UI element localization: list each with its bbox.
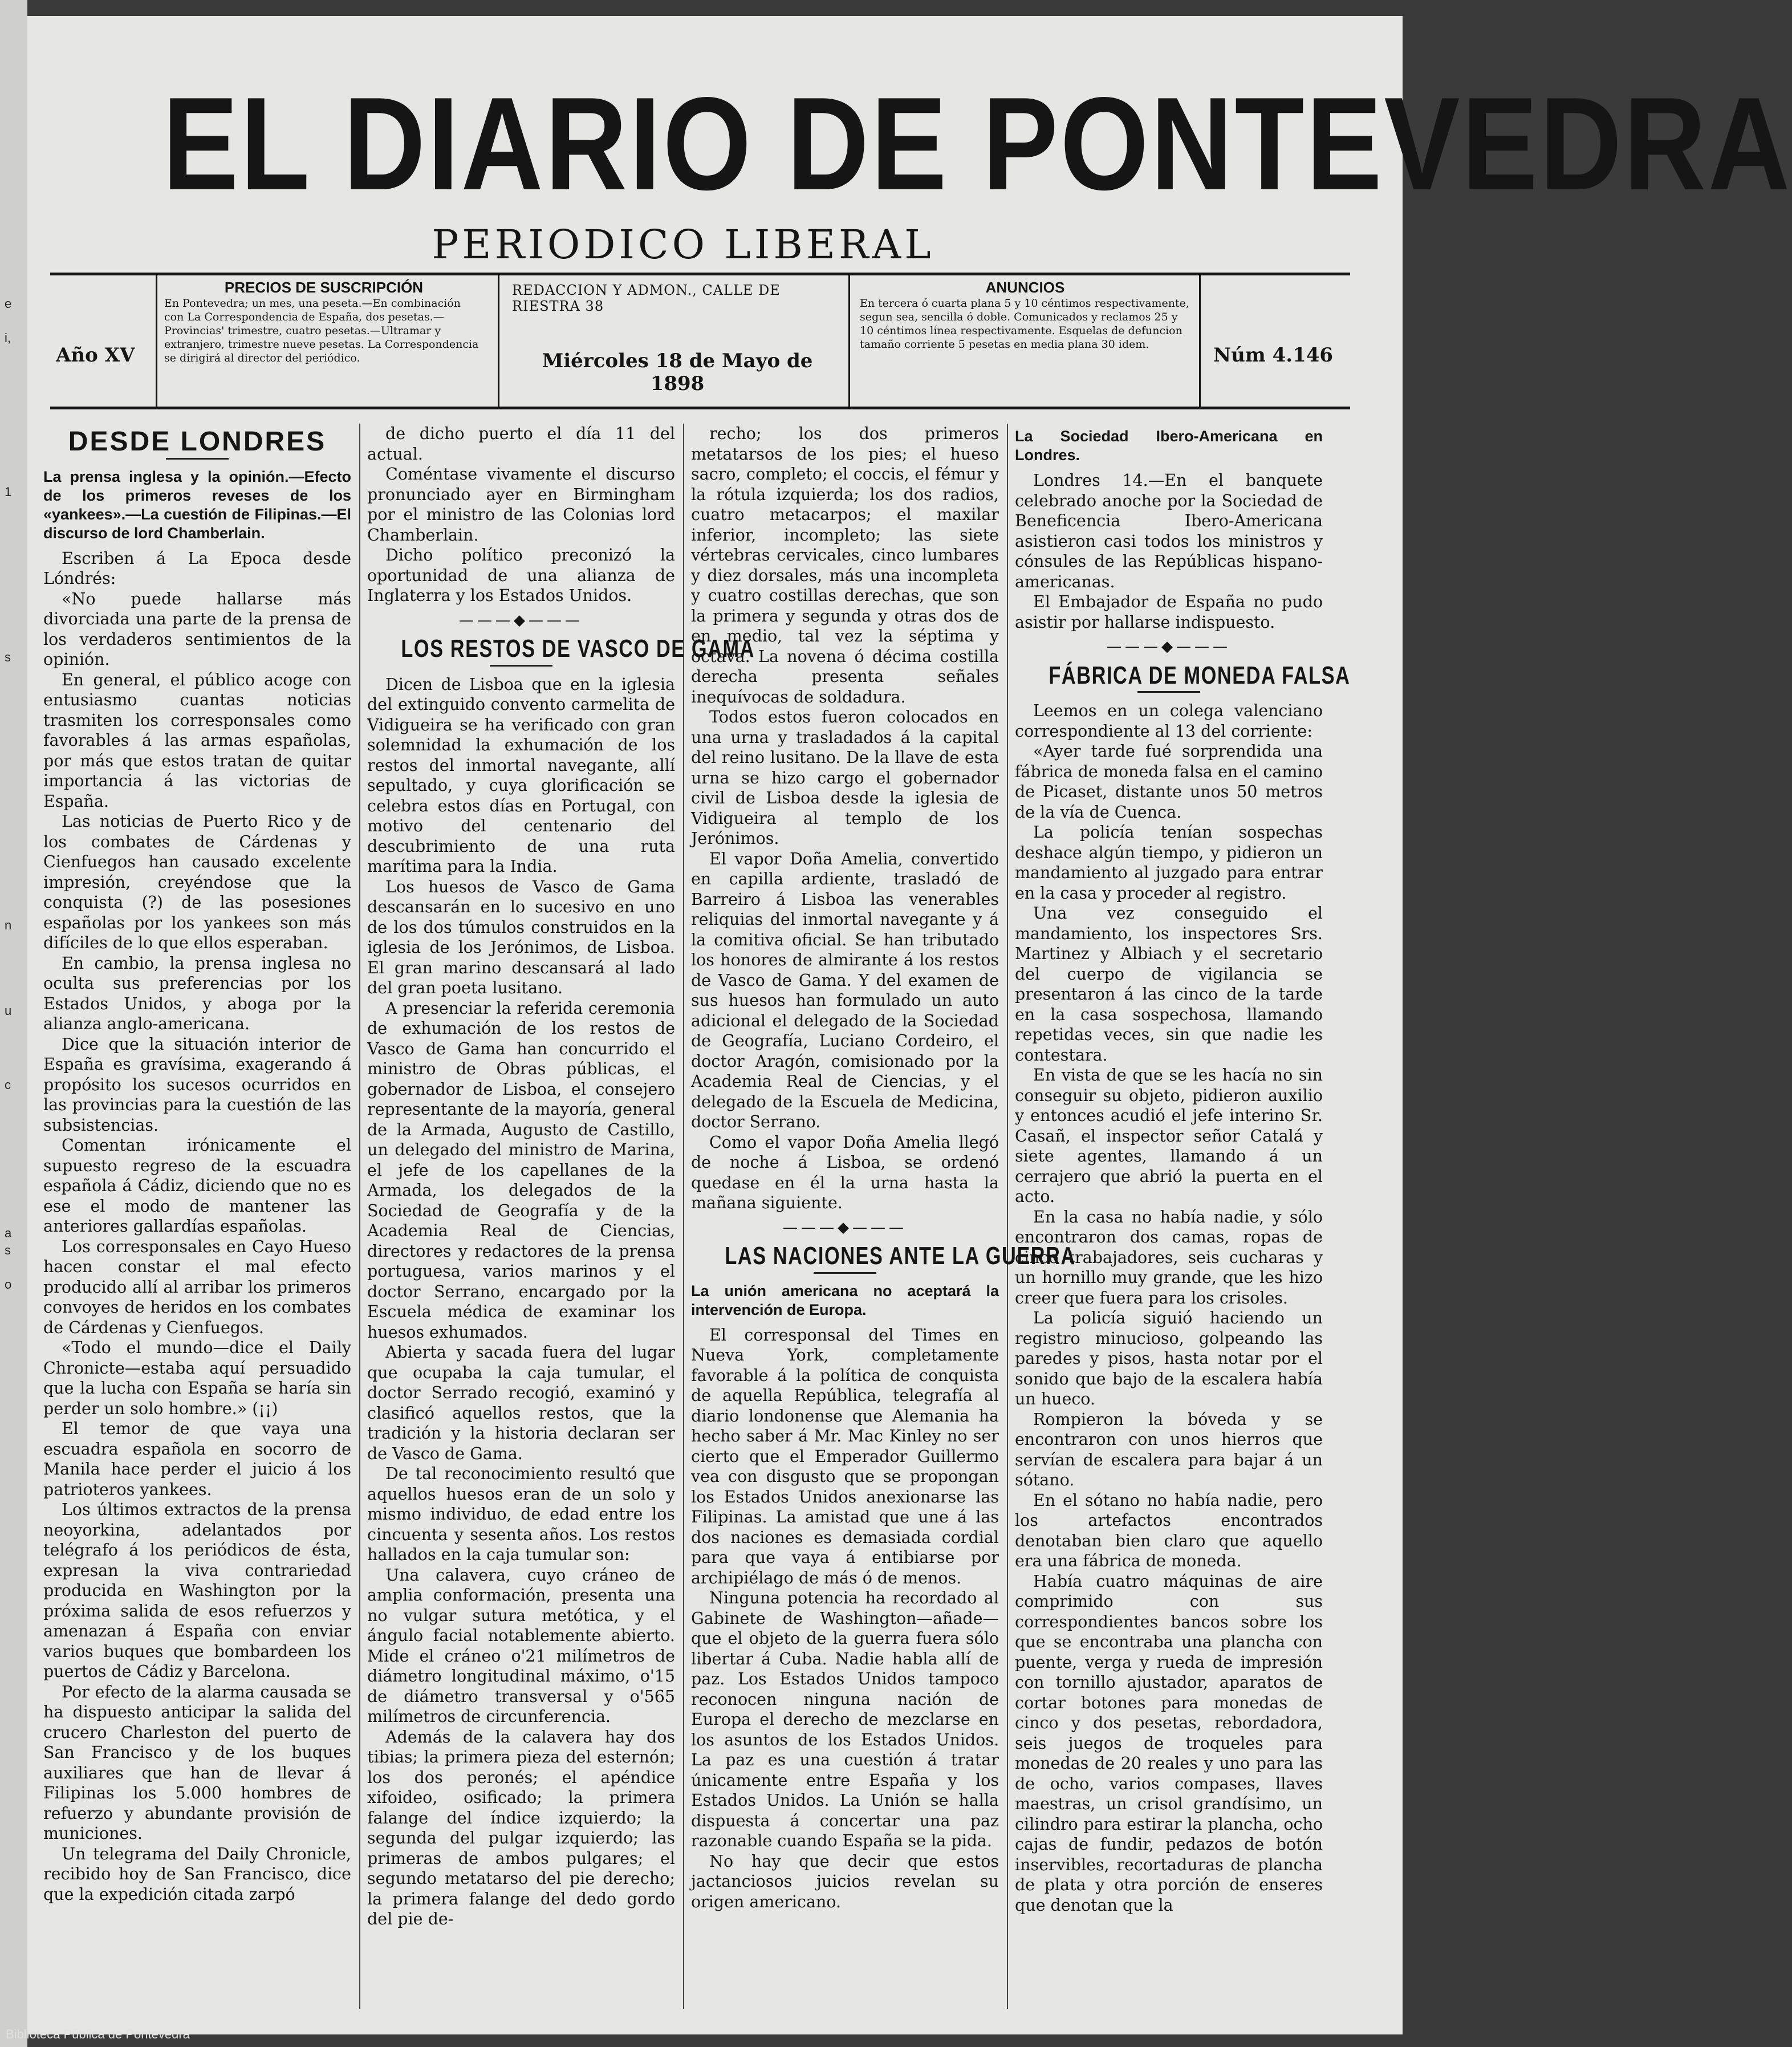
edge-letter: u (5, 1004, 12, 1018)
paragraph: No hay que decir que estos jactanciosos juicios revelan su origen americano. (691, 1851, 999, 1911)
paragraph: En el sótano no había nadie, pero los artefactos encontrados denotaban bien claro que aquello era una fábrica de moneda. (1015, 1490, 1323, 1570)
year-label: Año XV (56, 344, 135, 367)
ornament-divider: ———◆——— (1107, 638, 1231, 655)
paragraph: Las noticias de Puerto Rico y de los combates de Cárdenas y Cienfuegos han causado excelente impresión, creyéndose que la conquista (?) de las posesiones españolas por los yankees son más difíciles de lo que ellos esperaban. (43, 812, 351, 952)
paragraph: En cambio, la prensa inglesa no oculta sus preferencias por los Estados Unidos, y aboga por la alianza anglo-americana. (43, 953, 351, 1033)
paragraph: Dicen de Lisboa que en la iglesia del extinguido convento carmelita de Vidigueira se ha verificado con gran solemnidad la exhumación de los restos del inmortal navegante, allí sepultado, y cuya glorificación se celebra estos días en Portugal, con motivo del centenario del descubrimiento de una ruta marítima para la India. (367, 675, 675, 876)
paragraph: Coméntase vivamente el discurso pronunciado ayer en Birmingham por el ministro de las Colonias lord Chamberlain. (367, 465, 675, 545)
paragraph: En vista de que se les hacía no sin conseguir su objeto, pidieron auxilio y entonces acudió el jefe interino Sr. Casañ, el inspector señor Catalá y siete agentes, llamando á un cerrajero que abrió la puerta en el acto. (1015, 1066, 1323, 1206)
issue-number: Núm 4.146 (1213, 344, 1334, 367)
column-2 (367, 424, 755, 1930)
paragraph: Dicho político preconizó la oportunidad de una alianza de Inglaterra y los Estados Unidos. (367, 546, 675, 605)
paragraph: Comentan irónicamente el supuesto regreso de la escuadra española á Cádiz, diciendo que no es ese el modo de mantener las anteriores gallardías españolas. (43, 1136, 351, 1236)
subheading: La prensa inglesa y la opinión.—Efecto de los primeros reveses de los «yankees».—La cuestión de Filipinas.—El discurso de lord Chamberlain. (43, 468, 351, 542)
paragraph: Todos estos fueron colocados en una urna y trasladados á la capital del reino lusitano. De la llave de esta urna se hizo cargo el gobernador civil de Lisboa desde la iglesia de Vidigueira al templo de los Jerónimos. (691, 708, 999, 848)
advertising-text: En tercera ó cuarta plana 5 y 10 céntimos respectivamente, segun sea, sencilla ó doble. Comunicados y reclamos 25 y 10 céntimos línea respectivamente. Esquelas de defuncion tamaño corriente 5 pesetas en media plana 30 idem. (860, 297, 1189, 351)
paragraph: «Ayer tarde fué sorprendida una fábrica de moneda falsa en el camino de Picaset, distante unos 50 metros de la vía de Cuenca. (1015, 742, 1323, 822)
paragraph: Ninguna potencia ha recordado al Gabinete de Washington—añade—que el objeto de la guerra fuera sólo libertar á Cuba. Nadie habla allí de paz. Los Estados Unidos tampoco reconocen ninguna nación de Europa el derecho de mezclarse en los asuntos de los Estados Unidos. La paz es una cuestión á tratar únicamente entre España y los Estados Unidos. La Unión se halla dispuesta á concertar una paz razonable cuando España se la pida. (691, 1589, 999, 1850)
paragraph: En general, el público acoge con entusiasmo cuantas noticias trasmiten los corresponsales como favorables á las armas españolas, por más que estos tratan de quitar importancia á las victorias de España. (43, 670, 351, 811)
paragraph: Londres 14.—En el banquete celebrado anoche por la Sociedad de Beneficencia Ibero-Americana asistieron casi todos los ministros y cónsules de las Repúblicas hispano-americanas. (1015, 471, 1323, 591)
paragraph: El temor de que vaya una escuadra española en socorro de Manila hace perder el juicio á los patrioteros yankees. (43, 1419, 351, 1499)
paragraph: Los huesos de Vasco de Gama descansarán en lo sucesivo en uno de los dos túmulos construidos en la iglesia de los Jerónimos, de Lisboa. El gran marino descansará al lado del gran poeta lusitano. (367, 877, 675, 997)
edge-letter: i, (5, 331, 11, 345)
paragraph: Los corresponsales en Cayo Hueso hacen constar el mal efecto producido allí al arribar los primeros convoyes de heridos en los combates de Cárdenas y Cienfuegos. (43, 1237, 351, 1337)
paragraph: Los últimos extractos de la prensa neoyorkina, adelantados por telégrafo á los periódicos de ésta, expresan la viva contrariedad producida en Washington por la próxima salida de esos refuerzos y amenazan á España con enviar varios buques que bombardeen los puertos de Cádiz y Barcelona. (43, 1500, 351, 1681)
subscription-text: En Pontevedra; un mes, una peseta.—En combinación con La Correspondencia de España, dos pesetas.—Provincias' trimestre, cuatro pesetas.—Ultramar y extranjero, trimestre nueve pesetas. La Correspondencia se dirigirá al director del periódico. (164, 297, 479, 364)
paragraph: Un telegrama del Daily Chronicle, recibido hoy de San Francisco, dice que la expedición citada zarpó (43, 1844, 351, 1904)
paragraph: A presenciar la referida ceremonia de exhumación de los restos de Vasco de Gama han concurrido el ministro de Obras públicas, el gobernador de Lisboa, el consejero representante de la mayoría, general de la Armada, Augusto de Castillo, un delegado del ministro de Marina, el jefe de los capellanes de la Armada, los delegados de la Sociedad de Geografía y de la Academia Real de Ciencias, directores y redactores de la prensa portuguesa, varios marinos y el doctor Serrano, encargado por la Escuela médica de examinar los huesos exhumados. (367, 998, 675, 1342)
paragraph: «Todo el mundo—dice el Daily Chronicte—estaba aquí persuadido que la lucha con España se haría sin perder un solo hombre.» (¡¡) (43, 1338, 351, 1418)
edge-letter: o (5, 1277, 12, 1291)
paragraph: Escriben á La Epoca desde Lóndrés: (43, 549, 351, 588)
paragraph: Por efecto de la alarma causada se ha dispuesto anticipar la salida del crucero Charleston del puerto de San Francisco y de los buques auxiliares que han de llevar á Filipinas los 5.000 hombres de refuerzo y abundante provisión de municiones. (43, 1682, 351, 1843)
adjacent-page-edge (0, 0, 27, 2047)
paragraph: El corresponsal del Times en Nueva York, completamente favorable á la política de conquista de aquella República, telegrafía al diario londonense que Alemania ha hecho saber á Mr. Mac Kinley no ser cierto que el Emperador Guillermo vea con disgusto que se propongan los Estados Unidos anexionarse las Filipinas. La amistad que une á las dos naciones es demasiada cordial para que vaya á entibiarse por archipiélago de más ó de menos. (691, 1325, 999, 1587)
issue-date: Miércoles 18 de Mayo de 1898 (542, 350, 813, 395)
paragraph: La policía siguió haciendo un registro minucioso, golpeando las paredes y pisos, hasta notar por el sonido que bajo de la escalera había un hueco. (1015, 1309, 1323, 1408)
paragraph: Dice que la situación interior de España es gravísima, exagerando á propósito los sucesos ocurridos en las provincias para la cuestión de las subsistencias. (43, 1034, 351, 1135)
paragraph: Una vez conseguido el mandamiento, los inspectores Srs. Martinez y Albiach y el secretario del cuerpo de vigilancia se presentaron á las cinco de la tarde en la casa sospechosa, llamando repetidas veces, sin que nadie les contestara. (1015, 904, 1323, 1065)
paragraph: El Embajador de España no pudo asistir por hallarse indispuesto. (1015, 592, 1323, 632)
subscription-title: PRECIOS DE SUSCRIPCIÓN (224, 279, 424, 296)
paragraph: La policía tenían sospechas deshace algún tiempo, y pidieron un mandamiento al juzgado para entrar en la casa y proceder al registro. (1015, 823, 1323, 903)
paragraph: Como el vapor Doña Amelia llegó de noche á Lisboa, se ordenó quedase en él la urna hasta la mañana siguiente. (691, 1132, 999, 1212)
paragraph: recho; los dos primeros metatarsos de los pies; el hueso sacro, completo; el coccis, el fémur y la rótula izquierda; los dos radios, cuatro metacarpos; el maxilar inferior, incompleto; las siete vértebras cervicales, cinco lumbares y diez dorsales, más una incompleta y cuatro costillas derechas, que son la primera y segunda y otras dos de en medio, tal vez la séptima y octava. La novena ó décima costilla derecha presenta señales inequívocas de soldadura. (691, 424, 999, 706)
paragraph: Había cuatro máquinas de aire comprimido con sus correspondientes bancos sobre los que se encontraba una plancha con puente, verga y rueda de impresión con tornillo ajustador, aparatos de cortar botones para monedas de cinco y dos pesetas, rebordadora, seis juegos de troqueles para monedas de 20 reales y uno para las de ocho, varios compases, llaves maestras, un crisol grandísimo, un cilindro para estirar la plancha, ocho cajas de fundir, pedazos de botón inservibles, recortaduras de plancha de plata y otra porción de enseres que denotan que la (1015, 1571, 1323, 1915)
edge-letter: n (5, 918, 12, 932)
paragraph: En la casa no había nadie, y sólo encontraron dos camas, ropas de cinco trabajadores, seis cucharas y un hornillo muy grande, que les hizo creer que fuera para los crisoles. (1015, 1207, 1323, 1307)
info-band (50, 273, 1350, 409)
column-1 (43, 424, 351, 1904)
ornament-divider: ———◆——— (459, 611, 583, 629)
edge-letter: 1 (5, 485, 12, 499)
edge-letter: s (5, 1243, 11, 1257)
paragraph: Además de la calavera hay dos tibias; la primera pieza del esternón; los dos peronés; el apéndice xifoideo, osificado; la primera falange del índice izquierdo; la segunda del pulgar izquierdo; las primeras de ambos pulgares; el segundo metatarso del pie derecho; la primera falange del dedo gordo del pie de- (367, 1727, 675, 1928)
column-4 (1015, 424, 1351, 1915)
heading-desde-londres: DESDE LONDRES (68, 427, 327, 457)
paragraph: Leemos en un colega valenciano correspondiente al 13 del corriente: (1015, 701, 1323, 741)
newspaper-page (27, 16, 1792, 2034)
paragraph: Abierta y sacada fuera del lugar que ocupaba la caja tumular, el doctor Serrado recogió, examinó y clasificó aquellos restos, que la tradición y la historia declaran ser de Vasco de Gama. (367, 1343, 675, 1463)
edge-letter: s (5, 650, 11, 664)
paragraph: de dicho puerto el día 11 del actual. (367, 424, 675, 464)
subheading: La Sociedad Ibero-Americana en Londres. (1015, 428, 1323, 464)
paragraph: Una calavera, cuyo cráneo de amplia conformación, presenta una no vulgar sutura metótica, y el ángulo facial notablemente abierto. Mide el cráneo o'21 milímetros de diámetro longitudinal máximo, o'15 de diámetro transversal y o'565 milímetros de circunferencia. (367, 1565, 675, 1726)
paragraph: De tal reconocimiento resultó que aquellos huesos eran de un solo y mismo individuo, de edad entre los cincuenta y sesenta años. Los restos hallados en la caja tumular son: (367, 1464, 675, 1564)
edge-letter: e (5, 297, 12, 311)
subheading: La unión americana no aceptará la intervención de Europa. (691, 1282, 999, 1318)
paragraph: Rompieron la bóveda y se encontraron con unos hierros que servían de escalera para bajar á un sótano. (1015, 1410, 1323, 1489)
masthead-subtitle: PERIODICO LIBERAL (432, 221, 934, 268)
heading-vasco-de-gama: LOS RESTOS DE VASCO DE GAMA (401, 635, 755, 663)
column-3 (691, 424, 1076, 1912)
editorial-address: REDACCION Y ADMON., CALLE DE RIESTRA 38 (512, 282, 781, 314)
paragraph: El vapor Doña Amelia, convertido en capilla ardiente, trasladó de Barreiro á Lisboa las venerables reliquias del inmortal navegante y á la comitiva oficial. Se han tributado los honores de almirante á los restos de Vasco de Gama. Y del examen de sus huesos han formulado un auto adicional el delegado de la Sociedad de Geografía, Luciano Cordeiro, el doctor Aragón, comisionado por la Academia Real de Ciencias, y el delegado de la Escuela de Medicina, doctor Serrano. (691, 849, 999, 1131)
advertising-box (860, 279, 1190, 351)
ornament-divider: ———◆——— (783, 1219, 907, 1236)
advertising-title: ANUNCIOS (985, 279, 1065, 296)
heading-naciones-guerra: LAS NACIONES ANTE LA GUERRA (725, 1242, 1076, 1270)
edge-letter: c (5, 1078, 11, 1092)
heading-moneda-falsa: FÁBRICA DE MONEDA FALSA (1049, 661, 1351, 689)
subscription-box (164, 279, 483, 365)
masthead-title: EL DIARIO DE PONTEVEDRA (162, 70, 1792, 218)
edge-letter: a (5, 1226, 12, 1240)
paragraph: «No puede hallarse más divorciada una parte de la prensa de los verdaderos sentimientos de la opinión. (43, 589, 351, 669)
library-credit: Biblioteca Pública de Pontevedra (6, 2027, 190, 2041)
